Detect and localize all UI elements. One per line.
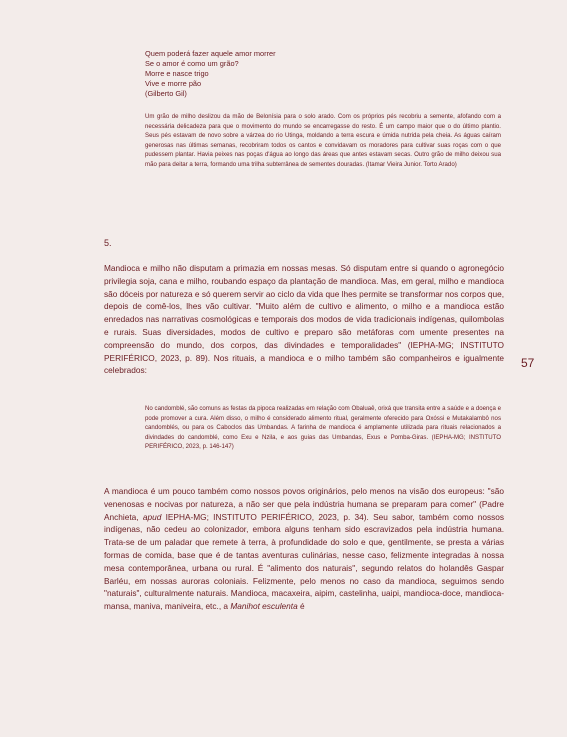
poem-line: Se o amor é como um grão?: [145, 59, 239, 68]
paragraph-text: é: [297, 601, 305, 612]
epigraph-poem: [145, 49, 276, 99]
apud-italic: apud: [142, 511, 162, 522]
species-name-italic: Manihot esculenta: [230, 601, 298, 612]
page-number: 57: [521, 356, 535, 370]
section-number: 5.: [104, 238, 112, 248]
poem-line: Morre e nasce trigo: [145, 69, 209, 78]
body-paragraph: Mandioca e milho não disputam a primazia em nossas mesas. Só disputam entre si quando o agronegócio privilegia soja, cana e milho, roubando espaço da plantação de mandioca. Mas, em geral, milho e mandioca são dóceis por natureza e só querem servir ao ciclo da vida que lhes permite se transformar nos corpos que, depois de comê-los, lhes vão cultivar. "Muito além de cultivo e alimento, o milho e a mandioca estão enredados nas narrativas cosmológicas e temporais dos modos de vida tradicionais indígenas, quilombolas e rurais. Suas diversidades, modos de cultivo e preparo são metáforas com umente presentes na compreensão do mundo, dos corpos, das divindades e temporalidades" (IEPHA-MG; INSTITUTO PERIFÉRICO, 2023, p. 89). Nos rituais, a mandioca e o milho também são companheiros e igualmente celebrados:: [104, 263, 504, 376]
poem-line: Quem poderá fazer aquele amor morrer: [145, 49, 276, 58]
poem-attribution: (Gilberto Gil): [145, 89, 187, 98]
poem-line: Vive e morre pão: [145, 79, 202, 88]
body-paragraph: [104, 485, 504, 613]
block-quote-candomble: No candomblé, são comuns as festas da pipoca realizadas em relação com Obaluaê, orixá que transita entre a saúde e a doença e pode promover a cura. Além disso, o milho é considerado alimento ritual, geralmente oferecido para Oxóssi e Mutakalambô nos candomblés, ou para os Caboclos das Umbandas. A farinha de mandioca é amplamente utilizada para rituais relacionados a divindades do candomblé, como Exu e Nzila, e aos guias das Umbandas, Exus e Pomba-Giras. (IEPHA-MG; INSTITUTO PERIFÉRICO, 2023, p. 146-147): [145, 405, 501, 451]
block-quote-torto-arado: Um grão de milho deslizou da mão de Belonísia para o solo arado. Com os próprios pés recobriu a semente, afofando com a necessária delicadeza para que o movimento do mundo se encarregasse do resto. É um campo maior que o do último plantio. Seus pés estavam de novo sobre a várzea do rio Utinga, moldando a terra escura e úmida nutrida pela cheia. As águas caíram generosas nas últimas semanas, recobriram todos os cantos e convidavam os moradores para cultivar suas roças com o que pudessem plantar. Havia peixes nas poças d'água ao longo das áreas que antes estavam secas. Outro grão de milho deixou sua mão para deitar a terra, formando uma trilha subterrânea de sementes douradas. (Itamar Vieira Junior. Torto Arado): [145, 113, 501, 168]
paragraph-text: IEPHA-MG; INSTITUTO PERIFÉRICO, 2023, p. 34). Seu sabor, também como nossos indígenas, não cedeu ao colonizador, embora alguns tenham sido escravizados pela indústria humana. Trata-se de um paladar que remete à terra, à profundidade do solo e que, gentilmente, se presta a várias formas de comida, base que é de tantas aventuras culinárias, nesse caso, felizmente integradas à nossa mesa contemporânea, urbana ou rural. É "alimento dos naturais", segundo relatos do holandês Gaspar Barléu, em nossas auroras coloniais. Felizmente, pelo menos no caso da mandioca, seguimos sendo "naturais", culturalmente naturais. Mandioca, macaxeira, aipim, castelinha, uaipi, mandioca-doce, mandioca-mansa, maniva, maniveira, etc., a: [104, 511, 504, 612]
paragraph-text: A mandioca é um pouco também como nossos povos originários, pelo menos na visão dos europeus: "são venenosas e nocivas por natureza, a não ser que pela indústria humana se preparam para comer" (Padre Anchieta,: [104, 486, 504, 522]
